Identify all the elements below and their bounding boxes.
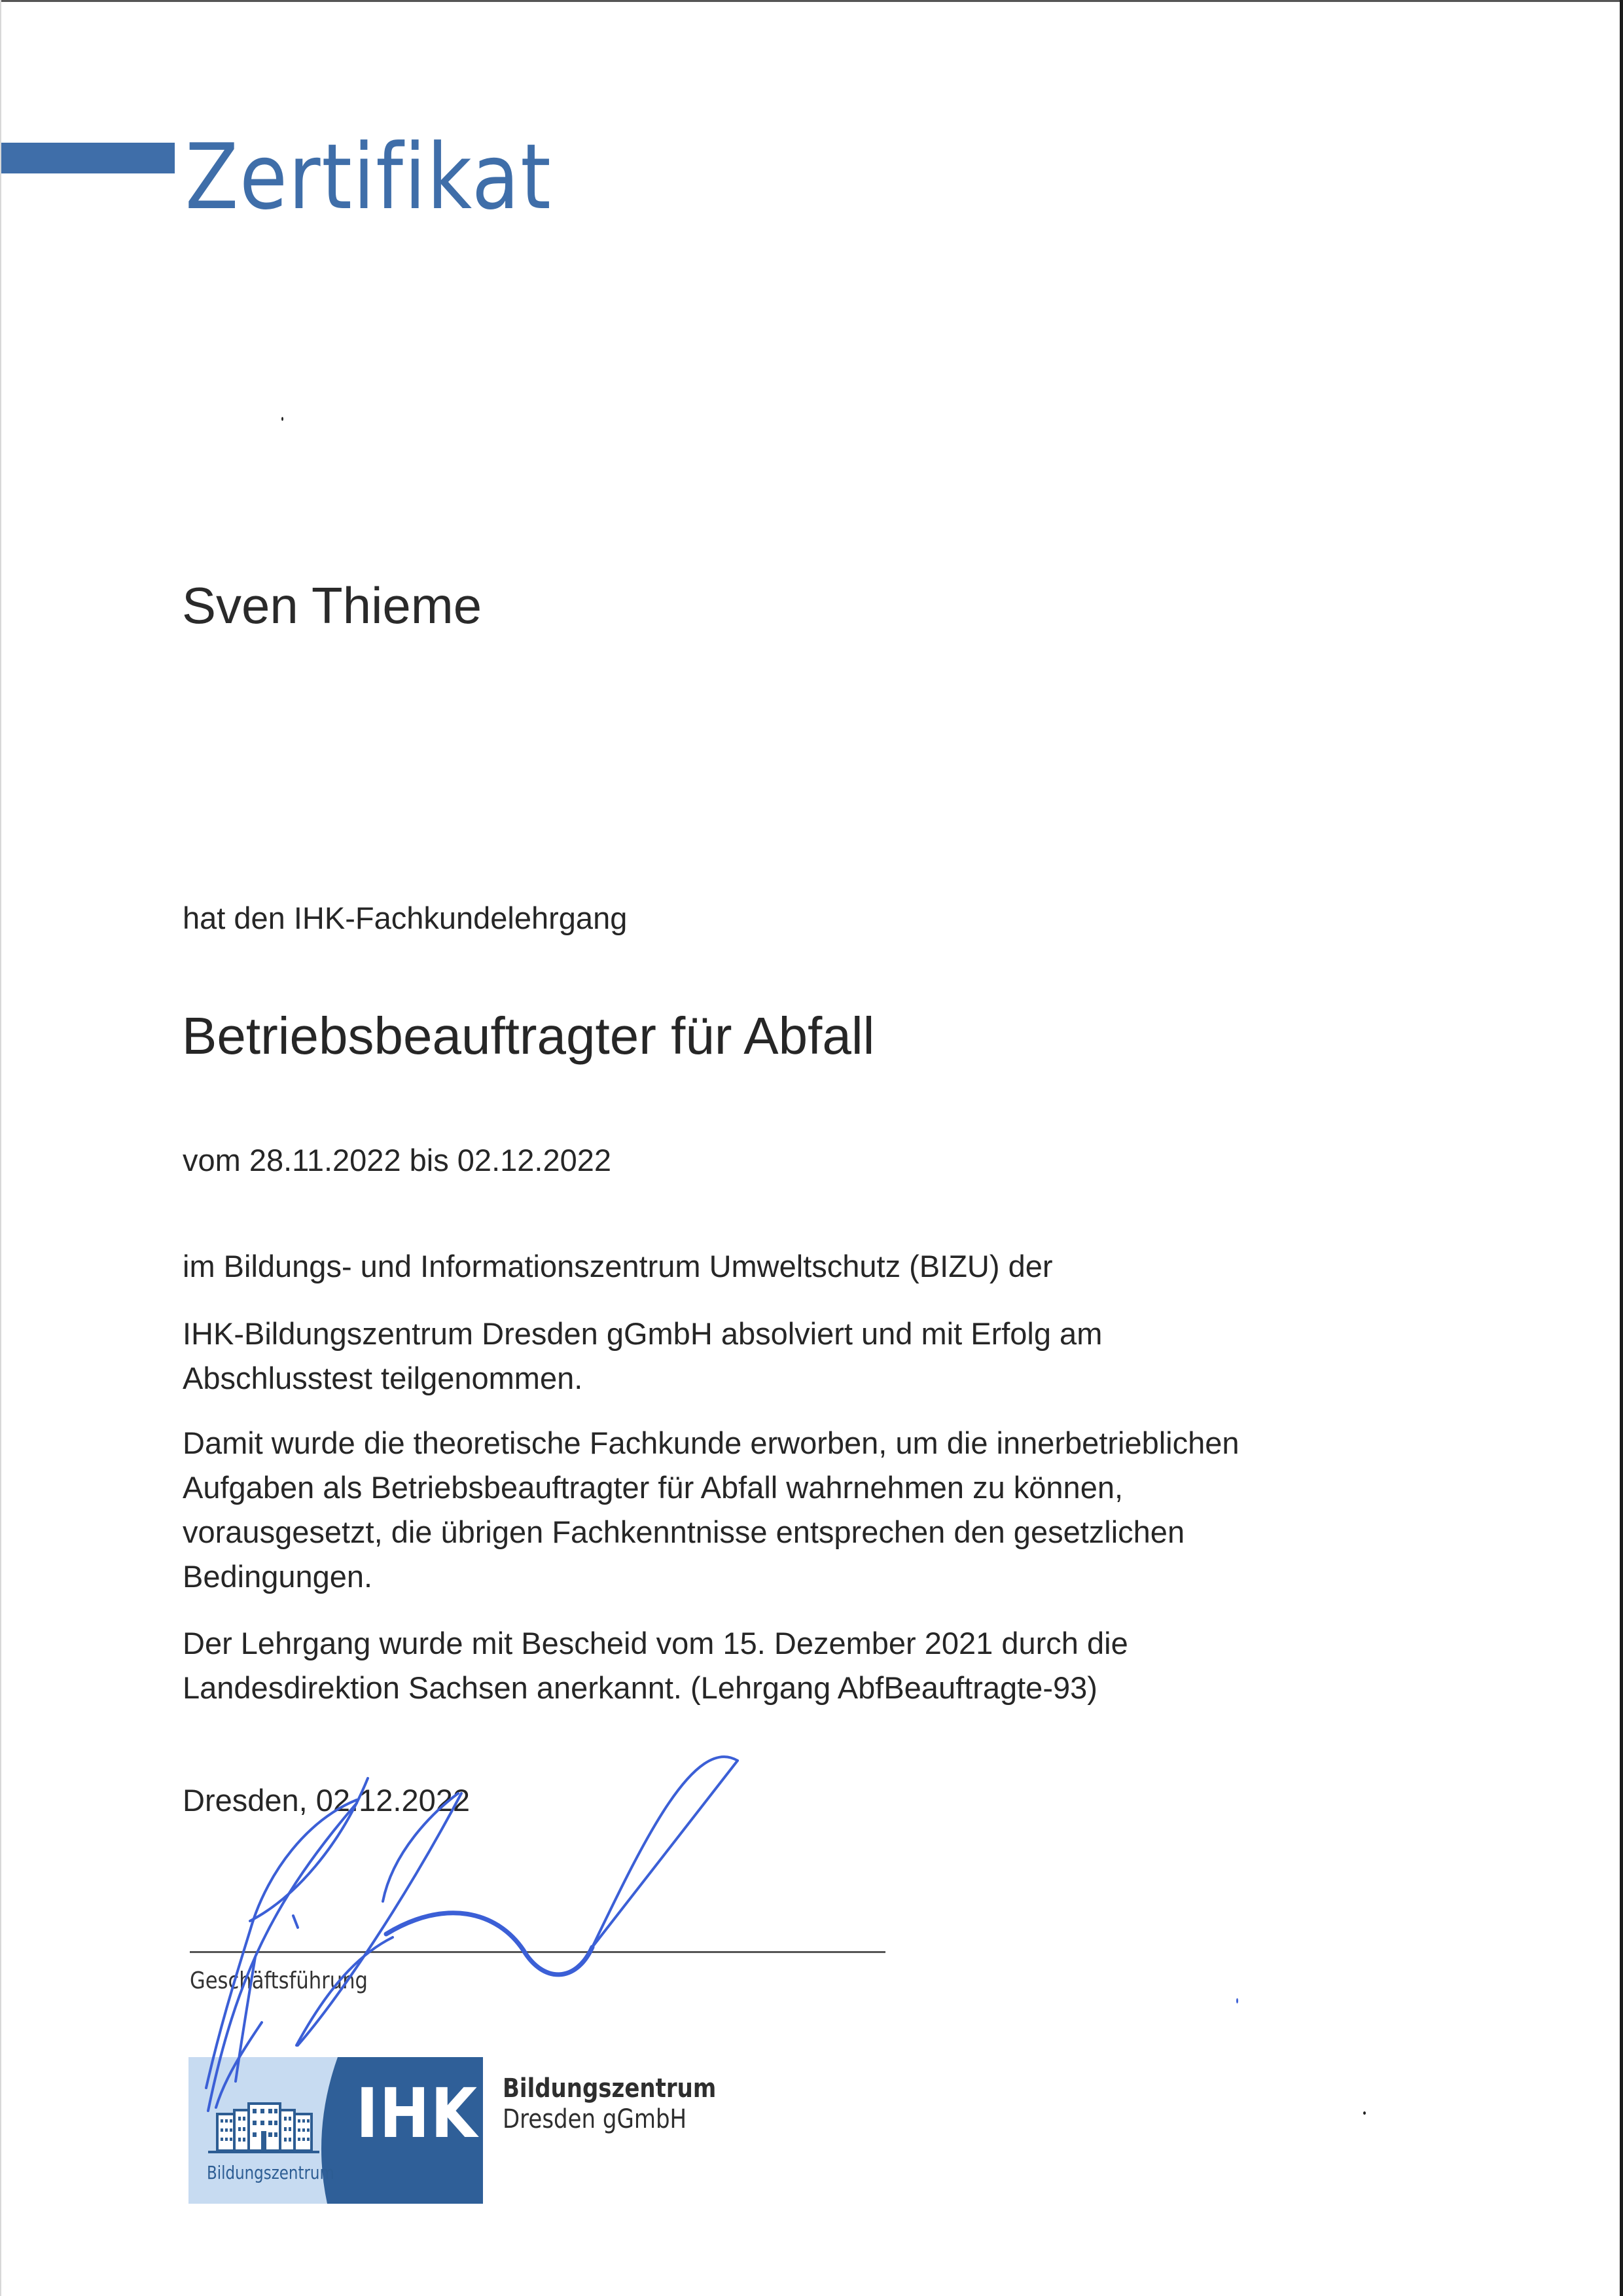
- body-line: Damit wurde die theoretische Fachkunde erworben, um die innerbetrieblichen: [183, 1426, 1240, 1460]
- ihk-logo: [188, 2057, 483, 2204]
- body-line: Der Lehrgang wurde mit Bescheid vom 15. Dezember 2021 durch die: [183, 1626, 1128, 1660]
- scan-edge-top: [0, 0, 1623, 2]
- scan-edge-left: [0, 0, 1, 2296]
- signature-role: Geschäftsführung: [190, 1967, 368, 1994]
- body-line: vorausgesetzt, die übrigen Fachkenntnisse entsprechen den gesetzlichen: [183, 1515, 1185, 1549]
- body-line: Aufgaben als Betriebsbeauftragter für Abfall wahrnehmen zu können,: [183, 1470, 1124, 1505]
- signature-line: [190, 1951, 885, 1953]
- title-accent-bar: [1, 143, 175, 173]
- scan-edge-right: [1620, 0, 1623, 2296]
- logo-subtitle: Bildungszentrum: [207, 2162, 334, 2183]
- organization-name: [503, 2073, 716, 2135]
- course-name: Betriebsbeauftragter für Abfall: [182, 1007, 875, 1065]
- place-date: Dresden, 02.12.2022: [183, 1783, 470, 1818]
- scan-speck: [1236, 1998, 1238, 2003]
- body-line: IHK-Bildungszentrum Dresden gGmbH absolviert und mit Erfolg am: [183, 1316, 1103, 1351]
- body-line: Landesdirektion Sachsen anerkannt. (Lehrgang AbfBeauftragte-93): [183, 1670, 1097, 1705]
- scan-speck: [281, 417, 283, 421]
- logo-ihk-mark: IHK: [356, 2073, 478, 2153]
- body-line: Bedingungen.: [183, 1559, 373, 1594]
- building-icon: [208, 2100, 319, 2159]
- org-line-1: Bildungszentrum: [503, 2073, 717, 2104]
- scan-speck: [1363, 2111, 1366, 2115]
- certificate-title: Zertifikat: [185, 124, 552, 230]
- body-line: im Bildungs- und Informationszentrum Umweltschutz (BIZU) der: [183, 1249, 1053, 1283]
- body-line: Abschlusstest teilgenommen.: [183, 1361, 583, 1395]
- org-line-2: Dresden gGmbH: [503, 2104, 687, 2134]
- intro-text: hat den IHK-Fachkundelehrgang: [183, 901, 628, 935]
- course-period: vom 28.11.2022 bis 02.12.2022: [183, 1143, 612, 1177]
- recipient-name: Sven Thieme: [182, 577, 482, 634]
